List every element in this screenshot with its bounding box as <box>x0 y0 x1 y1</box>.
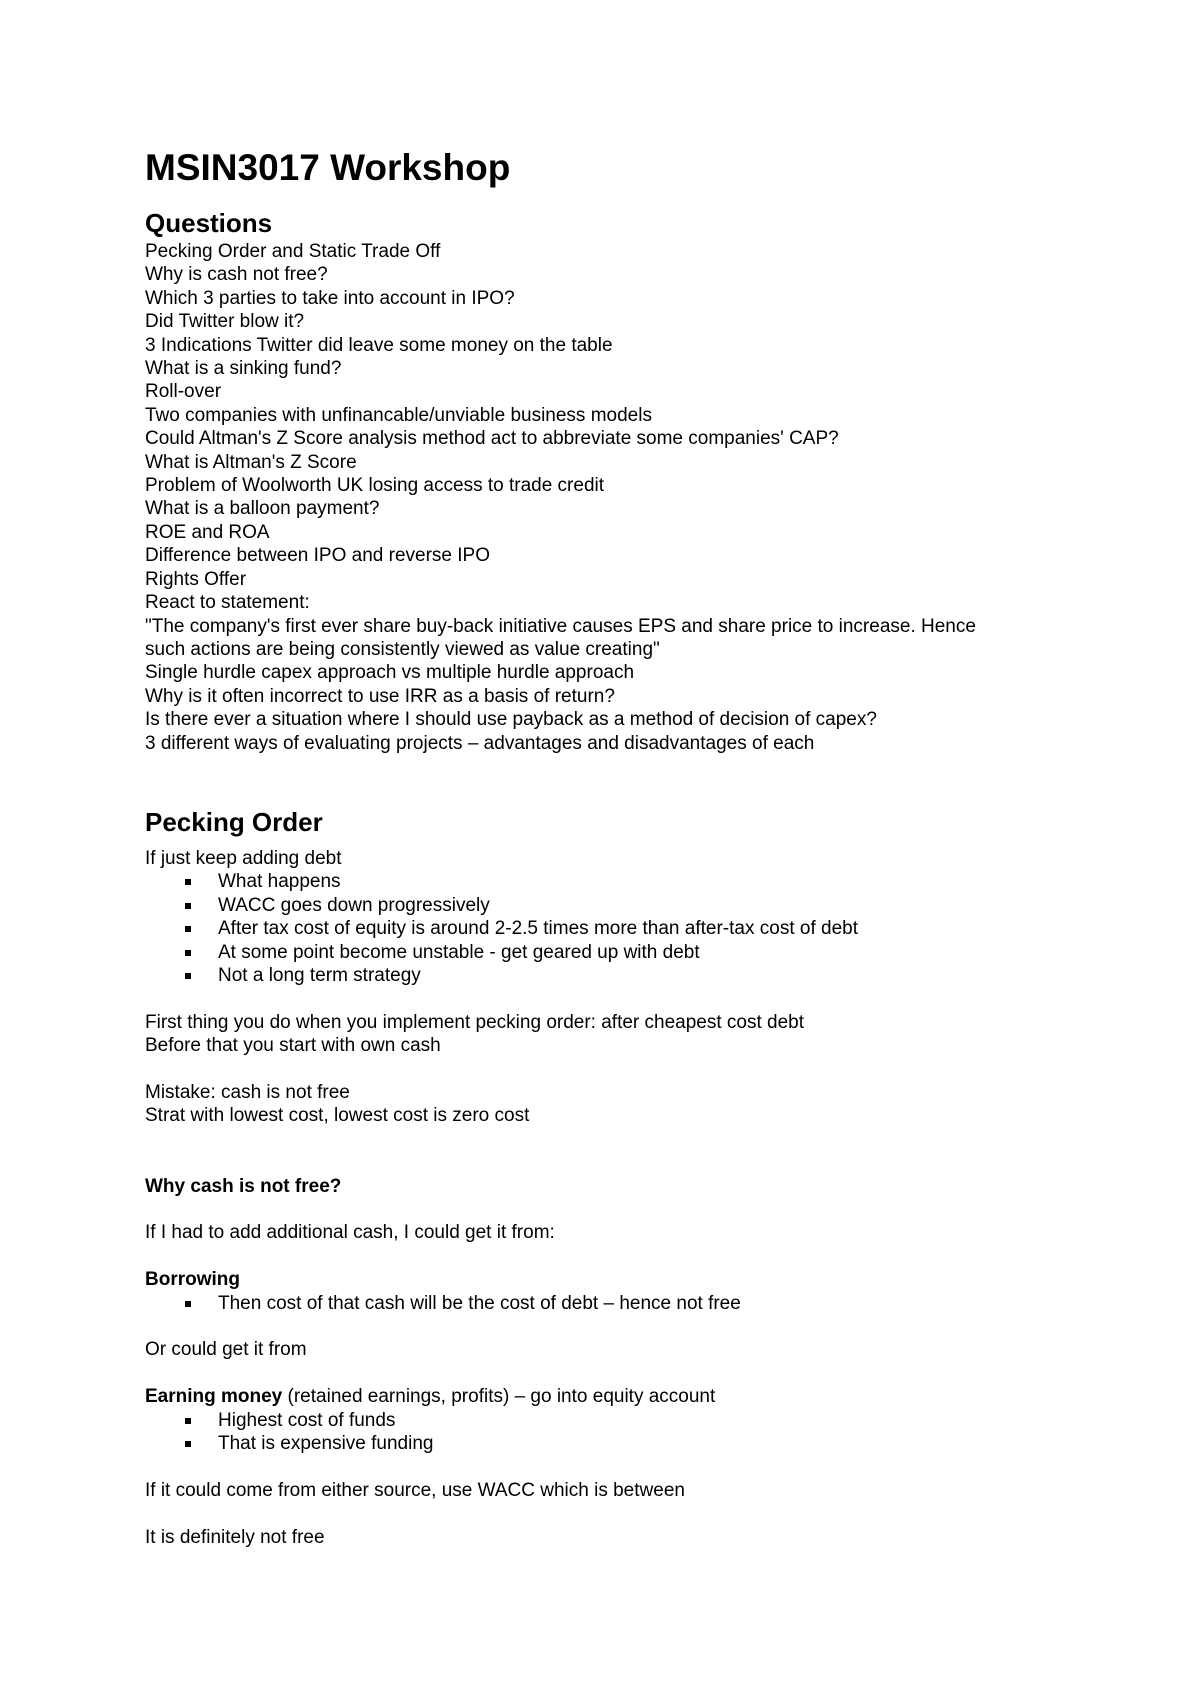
question-line: Rights Offer <box>145 568 247 590</box>
pecking-order-heading: Pecking Order <box>145 806 323 837</box>
question-line: Pecking Order and Static Trade Off <box>145 241 441 262</box>
borrowing-bullets <box>145 1292 1075 1315</box>
question-line: Why is cash not free? <box>145 264 328 286</box>
bullet-square-icon <box>185 926 191 932</box>
list-item <box>145 941 1075 964</box>
question-line: Which 3 parties to take into account in IPO? <box>145 287 515 309</box>
paragraph-line: Mistake: cash is not free <box>145 1081 350 1103</box>
question-line: Two companies with unfinancable/unviable business models <box>145 404 652 426</box>
spacer <box>145 1198 1075 1221</box>
question-line: React to statement: <box>145 592 310 614</box>
list-item <box>145 1292 1075 1315</box>
spacer <box>145 1058 1075 1081</box>
list-item-text: Highest cost of funds <box>218 1409 396 1431</box>
list-item <box>145 964 1075 987</box>
question-line: Problem of Woolworth UK losing access to trade credit <box>145 475 605 497</box>
spacer <box>145 1502 1075 1525</box>
spacer <box>145 839 1075 847</box>
either-source-line: If it could come from either source, use WACC which is between <box>145 1479 685 1501</box>
paragraph-line: Strat with lowest cost, lowest cost is zero cost <box>145 1105 530 1127</box>
question-line: What is a balloon payment? <box>145 498 380 520</box>
document-page <box>145 138 1075 1549</box>
bullet-square-icon <box>185 950 191 956</box>
spacer <box>145 1362 1075 1385</box>
list-item-text: Not a long term strategy <box>218 964 421 986</box>
question-line: Could Altman's Z Score analysis method act to abbreviate some companies' CAP? <box>145 428 839 450</box>
bullet-square-icon <box>185 879 191 885</box>
document-title: MSIN3017 Workshop <box>145 147 511 188</box>
list-item-text: That is expensive funding <box>218 1432 434 1454</box>
spacer <box>145 1128 1075 1151</box>
pecking-order-intro: If just keep adding debt <box>145 847 342 869</box>
question-line: Single hurdle capex approach vs multiple hurdle approach <box>145 662 635 684</box>
spacer <box>145 1455 1075 1478</box>
question-line: Is there ever a situation where I should use payback as a method of decision of capex? <box>145 709 877 731</box>
bullet-square-icon <box>185 1301 191 1307</box>
list-item <box>145 1432 1075 1455</box>
question-line: 3 Indications Twitter did leave some money on the table <box>145 334 613 356</box>
paragraph-line: First thing you do when you implement pecking order: after cheapest cost debt <box>145 1011 805 1033</box>
bullet-square-icon <box>185 1418 191 1424</box>
question-line: such actions are being consistently viewed as value creating" <box>145 638 660 660</box>
paragraph-line: Before that you start with own cash <box>145 1035 441 1057</box>
bullet-square-icon <box>185 1441 191 1447</box>
question-line: Difference between IPO and reverse IPO <box>145 545 490 567</box>
spacer <box>145 987 1075 1010</box>
pecking-order-bullets <box>145 870 1075 987</box>
list-item <box>145 1409 1075 1432</box>
list-item <box>145 917 1075 940</box>
earning-money-label: Earning money <box>145 1386 283 1408</box>
earning-money-line <box>145 1385 1075 1408</box>
spacer <box>145 1315 1075 1338</box>
list-item-text: What happens <box>218 871 341 893</box>
question-line: Roll-over <box>145 381 222 403</box>
spacer <box>145 1245 1075 1268</box>
list-item <box>145 894 1075 917</box>
bullet-square-icon <box>185 903 191 909</box>
question-line: Did Twitter blow it? <box>145 311 305 333</box>
borrowing-label: Borrowing <box>145 1269 240 1291</box>
earning-bullets <box>145 1409 1075 1456</box>
why-cash-intro: If I had to add additional cash, I could get it from: <box>145 1222 555 1244</box>
list-item-text: Then cost of that cash will be the cost of debt – hence not free <box>218 1292 741 1314</box>
question-line: "The company's first ever share buy-back initiative causes EPS and share price to increase. Hence <box>145 615 976 637</box>
spacer <box>145 1151 1075 1174</box>
question-line: Why is it often incorrect to use IRR as a basis of return? <box>145 685 615 707</box>
earning-money-rest: (retained earnings, profits) – go into equity account <box>282 1386 716 1408</box>
questions-list <box>145 240 1075 755</box>
list-item <box>145 870 1075 893</box>
question-line: 3 different ways of evaluating projects – advantages and disadvantages of each <box>145 732 815 754</box>
final-line: It is definitely not free <box>145 1526 325 1548</box>
question-line: ROE and ROA <box>145 521 270 543</box>
questions-heading: Questions <box>145 208 273 238</box>
question-line: What is a sinking fund? <box>145 358 342 380</box>
spacer <box>145 198 1075 206</box>
list-item-text: WACC goes down progressively <box>218 894 490 916</box>
list-item-text: At some point become unstable - get geared up with debt <box>218 941 700 963</box>
bullet-square-icon <box>185 973 191 979</box>
or-line: Or could get it from <box>145 1339 307 1361</box>
why-cash-heading: Why cash is not free? <box>145 1175 342 1197</box>
spacer <box>145 755 1075 805</box>
question-line: What is Altman's Z Score <box>145 451 357 473</box>
list-item-text: After tax cost of equity is around 2-2.5 times more than after-tax cost of debt <box>218 918 858 940</box>
